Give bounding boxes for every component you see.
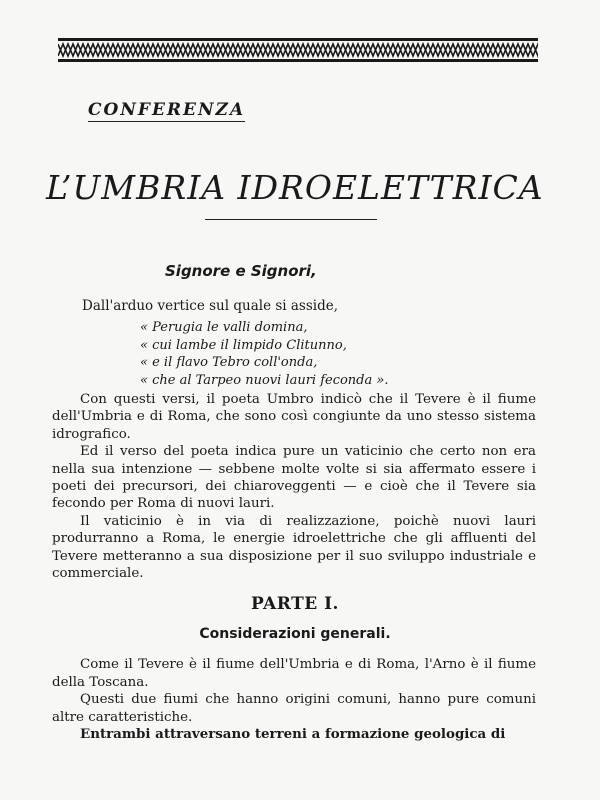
paragraph: Ed il verso del poeta indica pure un vaticinio che certo non era nella sua intenzione — sebbene molte volte si sia affermato essere i poeti dei precursori, dei chiaroveggenti — e cioè che il Tevere sia fecondo per Roma di nuovi lauri. xyxy=(52,444,536,512)
verse-line: « cui lambe il limpido Clitunno, xyxy=(140,337,347,353)
part-text xyxy=(52,656,536,744)
paragraph: Il vaticinio è in via di realizzazione, poichè nuovi lauri produrranno a Roma, le energie idroelettriche che gli affluenti del Tevere metteranno a sua disposizione per il suo sviluppo industriale e commerciale. xyxy=(52,513,536,582)
verse-line: « Perugia le valli domina, xyxy=(140,320,308,335)
intro-text xyxy=(52,391,536,582)
decorative-border xyxy=(58,38,538,62)
page-title: L’UMBRIA IDROELETTRICA xyxy=(46,168,544,207)
verse-intro: Dall'arduo vertice sul quale si asside, xyxy=(82,298,339,314)
title-divider xyxy=(205,219,377,220)
salutation: Signore e Signori, xyxy=(165,262,317,280)
verse-block xyxy=(140,319,388,389)
conference-label: CONFERENZA xyxy=(88,100,246,120)
paragraph: Come il Tevere è il fiume dell'Umbria e di Roma, l'Arno è il fiume della Toscana. xyxy=(52,657,536,690)
paragraph: Entrambi attraversano terreni a formazione geologica di xyxy=(80,726,506,743)
part-heading: PARTE I. xyxy=(251,594,339,614)
verse-line: « e il flavo Tebro coll'onda, xyxy=(140,355,318,370)
paragraph: Con questi versi, il poeta Umbro indicò che il Tevere è il fiume dell'Umbria e di Roma, che sono così congiunte da uno stesso sistema idrografico. xyxy=(52,392,536,442)
verse-line: « che al Tarpeo nuovi lauri feconda ». xyxy=(140,372,389,388)
section-heading: Considerazioni generali. xyxy=(199,626,391,642)
paragraph: Questi due fiumi che hanno origini comuni, hanno pure comuni altre caratteristiche. xyxy=(52,692,536,725)
